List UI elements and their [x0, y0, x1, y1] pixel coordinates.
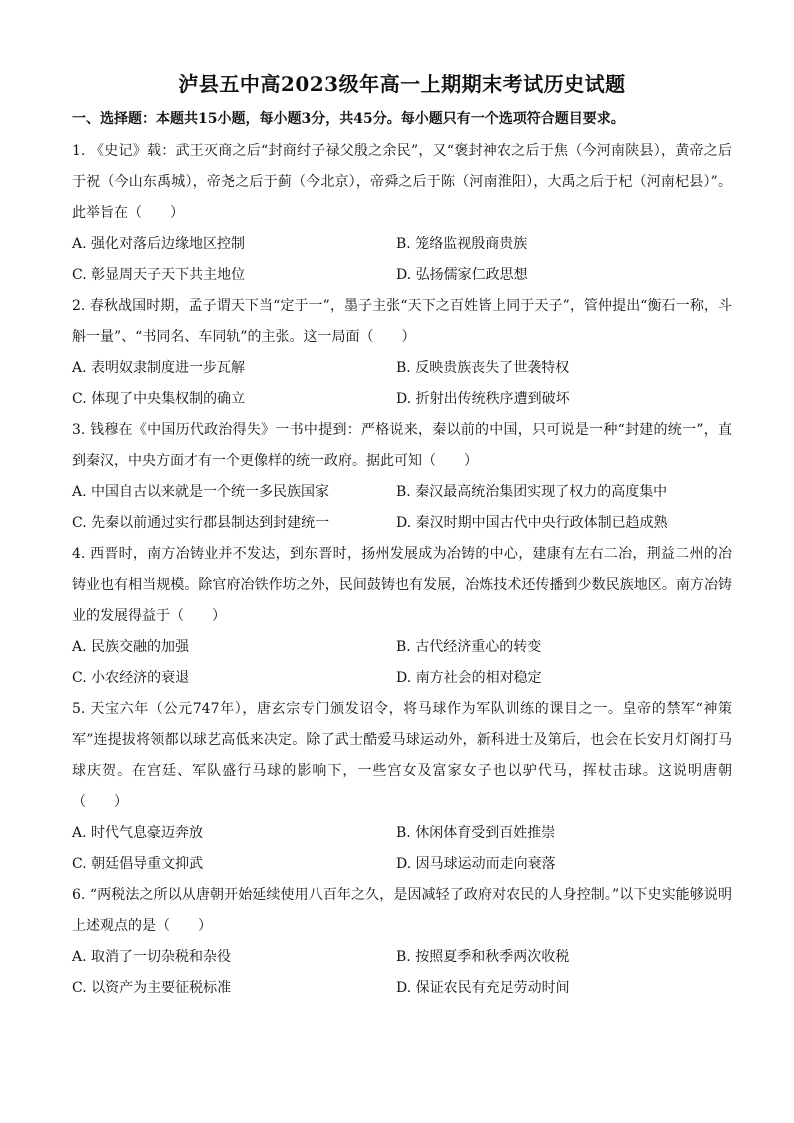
question-options: [72, 942, 732, 1004]
question-5: [72, 694, 732, 880]
option-b: B. 休闲体育受到百姓推崇: [396, 825, 556, 841]
option-a: A. 表明奴隶制度进一步瓦解: [72, 360, 246, 376]
option-d: D. 弘扬儒家仁政思想: [396, 267, 528, 283]
option-d: D. 保证农民有充足劳动时间: [396, 980, 570, 996]
option-d: D. 折射出传统秩序遭到破坏: [396, 391, 570, 407]
question-options: [72, 477, 732, 539]
question-2: [72, 291, 732, 415]
question-options: [72, 632, 732, 694]
question-stem: 1. 《史记》载：武王灭商之后“封商纣子禄父殷之余民”，又“褒封神农之后于焦（今河南陕县），黄帝之后于祝（今山东禹城），帝尧之后于蓟（今北京），帝舜之后于陈（河南淮阳），大禹之后于杞（河南杞县）”。此举旨在（ ）: [72, 143, 732, 221]
option-b: B. 反映贵族丧失了世袭特权: [396, 360, 570, 376]
option-b: B. 按照夏季和秋季两次收税: [396, 949, 570, 965]
option-c: C. 彰显周天子天下共主地位: [72, 267, 246, 283]
question-6: [72, 880, 732, 1004]
section-heading: 一、选择题：本题共15小题，每小题3分，共45分。每小题只有一个选项符合题目要求。: [72, 111, 625, 127]
option-b: B. 秦汉最高统治集团实现了权力的高度集中: [396, 484, 668, 500]
question-4: [72, 539, 732, 694]
option-c: C. 朝廷倡导重文抑武: [72, 856, 204, 872]
option-c: C. 以资产为主要征税标准: [72, 980, 232, 996]
question-3: [72, 415, 732, 539]
option-d: D. 南方社会的相对稳定: [396, 670, 542, 686]
question-stem: 6. “两税法之所以从唐朝开始延续使用八百年之久，是因减轻了政府对农民的人身控制。”以下史实能够说明上述观点的是（ ）: [72, 887, 732, 934]
option-c: C. 小农经济的衰退: [72, 670, 190, 686]
option-c: C. 先秦以前通过实行郡县制达到封建统一: [72, 515, 330, 531]
question-stem: 2. 春秋战国时期，孟子谓天下当“定于一”，墨子主张“天下之百姓皆上同于天子”，管仲提出“衡石一称，斗斛一量”、“书同名、车同轨”的主张。这一局面（ ）: [72, 298, 732, 345]
exam-title: 泸县五中高2023级年高一上期期末考试历史试题: [178, 72, 626, 96]
option-a: A. 强化对落后边缘地区控制: [72, 236, 246, 252]
exam-page: [72, 70, 732, 1004]
option-a: A. 时代气息豪迈奔放: [72, 825, 204, 841]
question-options: [72, 229, 732, 291]
question-options: [72, 818, 732, 880]
option-b: B. 笼络监视殷商贵族: [396, 236, 528, 252]
option-c: C. 体现了中央集权制的确立: [72, 391, 246, 407]
question-options: [72, 353, 732, 415]
question-stem: 4. 西晋时，南方冶铸业并不发达，到东晋时，扬州发展成为冶铸的中心，建康有左右二冶，荆益二州的冶铸业也有相当规模。除官府冶铁作坊之外，民间鼓铸也有发展，冶炼技术还传播到少数民族地区。南方冶铸业的发展得益于（ ）: [72, 546, 732, 624]
question-1: [72, 136, 732, 291]
option-a: A. 取消了一切杂税和杂役: [72, 949, 232, 965]
question-stem: 5. 天宝六年（公元747年），唐玄宗专门颁发诏令，将马球作为军队训练的课目之一。皇帝的禁军“神策军”连提拔将领都以球艺高低来决定。除了武士酷爱马球运动外，新科进士及第后，也会在长安月灯阁打马球庆贺。在宫廷、军队盛行马球的影响下，一些宫女及富家女子也以驴代马，挥杖击球。这说明唐朝（ ）: [72, 701, 732, 810]
option-b: B. 古代经济重心的转变: [396, 639, 542, 655]
option-a: A. 中国自古以来就是一个统一多民族国家: [72, 484, 330, 500]
option-d: D. 因马球运动而走向衰落: [396, 856, 556, 872]
option-d: D. 秦汉时期中国古代中央行政体制已趋成熟: [396, 515, 668, 531]
option-a: A. 民族交融的加强: [72, 639, 190, 655]
question-stem: 3. 钱穆在《中国历代政治得失》一书中提到：严格说来，秦以前的中国，只可说是一种“封建的统一”，直到秦汉，中央方面才有一个更像样的统一政府。据此可知（ ）: [72, 422, 732, 469]
